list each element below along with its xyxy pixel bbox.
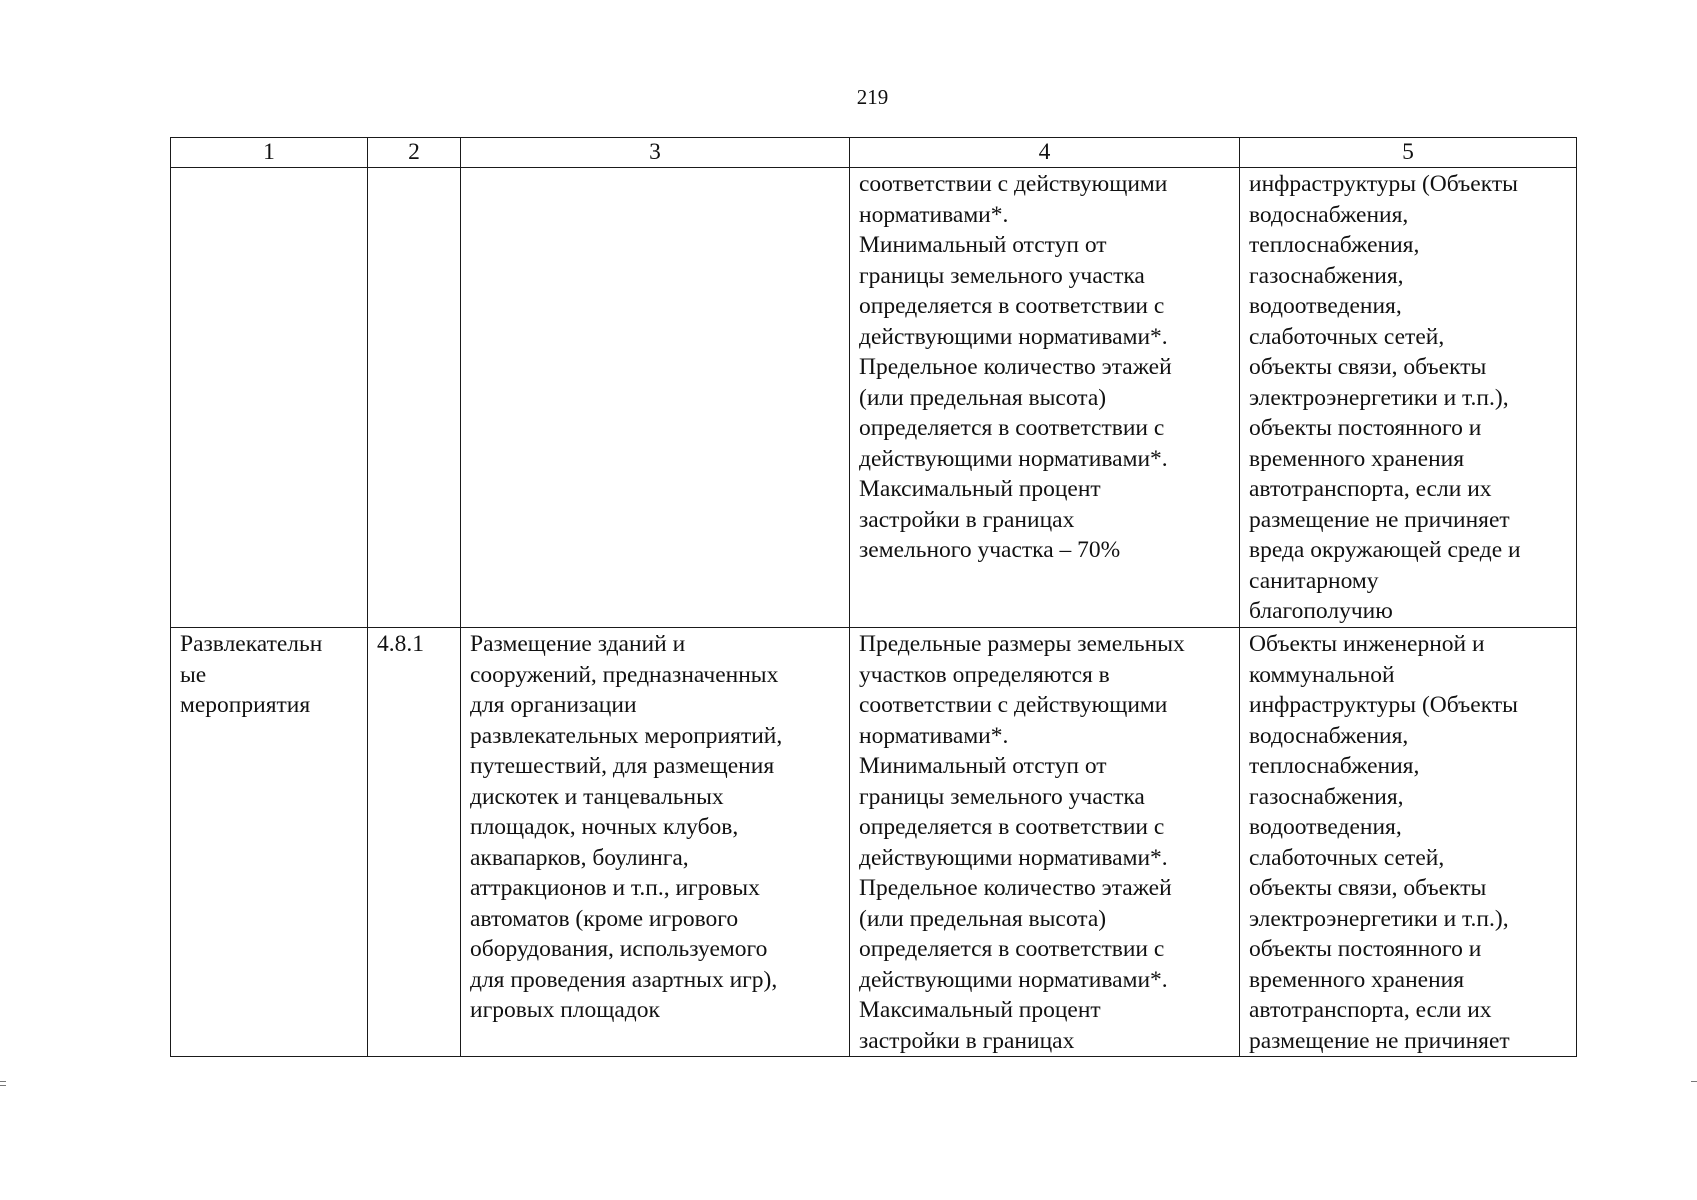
cell-text-line: действующими нормативами*. (859, 445, 1168, 472)
cell-text-line: инфраструктуры (Объекты (1249, 171, 1518, 197)
cell-text-line: дискотек и танцевальных (470, 783, 724, 810)
page-number: 219 (856, 85, 889, 109)
cell-use-code (368, 628, 461, 1057)
table-row (171, 628, 1577, 1057)
cell-text-line: застройки в границах (859, 1027, 1075, 1054)
cell-text-line: определяется в соответствии с (859, 936, 1165, 962)
cell-use-description (461, 168, 850, 628)
cell-text-line: игровых площадок (470, 997, 660, 1023)
cell-text-line: определяется в соответствии с (859, 814, 1165, 840)
cell-text-line: определяется в соответствии с (859, 293, 1165, 319)
cell-text-line: границы земельного участка (859, 783, 1145, 810)
cell-text-line: земельного участка – 70% (859, 537, 1121, 563)
cell-auxiliary-uses (1240, 628, 1577, 1057)
cell-text-line: Минимальный отступ от (859, 232, 1107, 258)
cell-text-line: участков определяются в (859, 661, 1110, 688)
cell-text-line: площадок, ночных клубов, (470, 814, 739, 840)
cell-text-line: санитарному (1249, 567, 1379, 594)
cell-text-line: Максимальный процент (859, 476, 1101, 502)
cell-text-line: коммунальной (1249, 661, 1395, 688)
cell-text-line: границы земельного участка (859, 262, 1145, 289)
cell-text-line: автотранспорта, если их (1249, 476, 1492, 502)
scan-edge-mark-left (0, 1085, 6, 1086)
cell-text-line: размещение не причиняет (1249, 1027, 1510, 1054)
cell-text-line: действующими нормативами*. (859, 323, 1168, 350)
cell-text-line: аттракционов и т.п., игровых (470, 875, 760, 901)
cell-parameters (850, 628, 1240, 1057)
cell-text-line: застройки в границах (859, 506, 1075, 533)
cell-text-line: объекты постоянного и (1249, 415, 1482, 441)
cell-text-line: Объекты инженерной и (1249, 631, 1485, 657)
cell-text-line: временного хранения (1249, 445, 1465, 472)
cell-text-line: водоснабжения, (1249, 722, 1409, 749)
cell-text-line: нормативами*. (859, 722, 1009, 749)
cell-text-line: газоснабжения, (1249, 783, 1404, 810)
cell-text-line: сооружений, предназначенных (470, 661, 779, 688)
cell-text-line: водоотведения, (1249, 293, 1402, 319)
cell-text-line: временного хранения (1249, 966, 1465, 993)
cell-text-line: слаботочных сетей, (1249, 844, 1445, 871)
cell-text-line: благополучию (1249, 598, 1393, 624)
table-header-row (171, 138, 1577, 168)
cell-text-line: Предельные размеры земельных (859, 631, 1185, 657)
table-row (171, 168, 1577, 628)
cell-text-line: Минимальный отступ от (859, 753, 1107, 779)
cell-text-line: соответствии с действующими (859, 692, 1168, 718)
cell-text-line: водоотведения, (1249, 814, 1402, 840)
cell-text-line: Развлекательн (180, 631, 323, 657)
scan-edge-mark-right (1691, 1081, 1697, 1082)
cell-text-line: водоснабжения, (1249, 201, 1409, 228)
cell-text-line: путешествий, для размещения (470, 753, 775, 779)
cell-text-line: автоматов (кроме игрового (470, 905, 739, 932)
column-header-4: 4 (850, 138, 1240, 168)
cell-text-line: слаботочных сетей, (1249, 323, 1445, 350)
cell-text-line: ые (180, 661, 207, 688)
cell-use-code (368, 168, 461, 628)
cell-text-line: вреда окружающей среде и (1249, 537, 1521, 563)
cell-text-line: электроэнергетики и т.п.), (1249, 905, 1509, 932)
scan-edge-mark-left (0, 1081, 6, 1082)
cell-use-description (461, 628, 850, 1057)
column-header-2: 2 (368, 138, 461, 168)
cell-text-line: определяется в соответствии с (859, 415, 1165, 441)
cell-text-line: теплоснабжения, (1249, 753, 1420, 779)
cell-auxiliary-uses (1240, 168, 1577, 628)
cell-text-line: (или предельная высота) (859, 384, 1107, 411)
cell-text-line: размещение не причиняет (1249, 506, 1510, 533)
cell-text-line: соответствии с действующими (859, 171, 1168, 197)
cell-text-line: теплоснабжения, (1249, 232, 1420, 258)
cell-text-line: объекты постоянного и (1249, 936, 1482, 962)
cell-text-line: (или предельная высота) (859, 905, 1107, 932)
column-header-1: 1 (171, 138, 368, 168)
cell-text-line: Максимальный процент (859, 997, 1101, 1023)
cell-text-line: Размещение зданий и (470, 631, 686, 657)
cell-text-line: нормативами*. (859, 201, 1009, 228)
cell-text-line: газоснабжения, (1249, 262, 1404, 289)
cell-text-line: объекты связи, объекты (1249, 354, 1487, 380)
cell-use-name (171, 168, 368, 628)
cell-text-line: аквапарков, боулинга, (470, 844, 689, 871)
cell-text-line: действующими нормативами*. (859, 844, 1168, 871)
cell-text-line: электроэнергетики и т.п.), (1249, 384, 1509, 411)
cell-text-line: автотранспорта, если их (1249, 997, 1492, 1023)
cell-text-line: Предельное количество этажей (859, 354, 1172, 380)
cell-text-line: инфраструктуры (Объекты (1249, 692, 1518, 718)
cell-text-line: действующими нормативами*. (859, 966, 1168, 993)
column-header-5: 5 (1240, 138, 1577, 168)
cell-text-line: для проведения азартных игр), (470, 966, 778, 993)
column-header-3: 3 (461, 138, 850, 168)
land-use-table (170, 137, 1577, 1057)
cell-text-line: 4.8.1 (377, 631, 424, 657)
cell-parameters (850, 168, 1240, 628)
cell-text-line: оборудования, используемого (470, 936, 768, 962)
cell-text-line: мероприятия (180, 692, 311, 718)
cell-use-name (171, 628, 368, 1057)
cell-text-line: Предельное количество этажей (859, 875, 1172, 901)
cell-text-line: для организации (470, 692, 637, 718)
cell-text-line: объекты связи, объекты (1249, 875, 1487, 901)
cell-text-line: развлекательных мероприятий, (470, 722, 783, 749)
